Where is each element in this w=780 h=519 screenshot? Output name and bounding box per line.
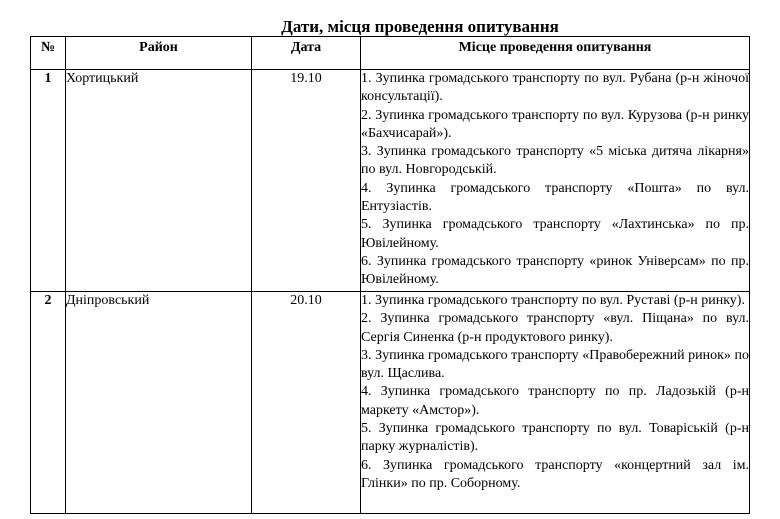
table-row xyxy=(31,292,750,514)
place-item: 1. Зупинка громадського транспорту по вул. Руставі (р-н ринку). xyxy=(361,293,745,308)
place-item: 1. Зупинка громадського транспорту по вул. Рубана (р-н жіночої консультації). xyxy=(361,71,749,105)
place-item: 5. Зупинка громадського транспорту «Лахтинська» по пр. Ювілейному. xyxy=(361,217,749,251)
place-item: 6. Зупинка громадського транспорту «ринок Універсам» по пр. Ювілейному. xyxy=(361,253,749,288)
header-date: Дата xyxy=(252,37,361,70)
place-item: 3. Зупинка громадського транспорту «Правобережний ринок» по вул. Щаслива. xyxy=(361,347,749,382)
row-district: Дніпровський xyxy=(66,292,252,514)
place-item: 3. Зупинка громадського транспорту «5 міська дитяча лікарня» по вул. Новгородській. xyxy=(361,144,749,178)
row-date: 20.10 xyxy=(252,292,361,514)
row-district: Хортицький xyxy=(66,70,252,292)
row-num: 1 xyxy=(31,70,66,292)
place-item: 2. Зупинка громадського транспорту «вул. Піщана» по вул. Сергія Синенка (р-н продуктового ринку). xyxy=(361,311,749,345)
header-place: Місце проведення опитування xyxy=(361,37,750,70)
row-places xyxy=(361,70,750,292)
header-district: Район xyxy=(66,37,252,70)
row-date: 19.10 xyxy=(252,70,361,292)
table-row xyxy=(31,70,750,292)
document-title: Дати, місця проведення опитування xyxy=(281,17,559,36)
row-num: 2 xyxy=(31,292,66,514)
place-item: 6. Зупинка громадського транспорту «концертний зал ім. Глінки» по пр. Соборному. xyxy=(361,457,749,491)
table-header-row xyxy=(31,37,750,70)
survey-locations-table xyxy=(30,36,750,514)
place-item: 5. Зупинка громадського транспорту по вул. Товаріській (р-н парку журналістів). xyxy=(361,421,749,455)
place-item: 4. Зупинка громадського транспорту по пр. Ладозькій (р-н маркету «Амстор»). xyxy=(361,384,749,418)
place-item: 2. Зупинка громадського транспорту по вул. Курузова (р-н ринку «Бахчисарай»). xyxy=(361,107,749,141)
place-item: 4. Зупинка громадського транспорту «Пошта» по вул. Ентузіастів. xyxy=(361,180,749,215)
header-num: № xyxy=(31,37,66,70)
row-places xyxy=(361,292,750,514)
